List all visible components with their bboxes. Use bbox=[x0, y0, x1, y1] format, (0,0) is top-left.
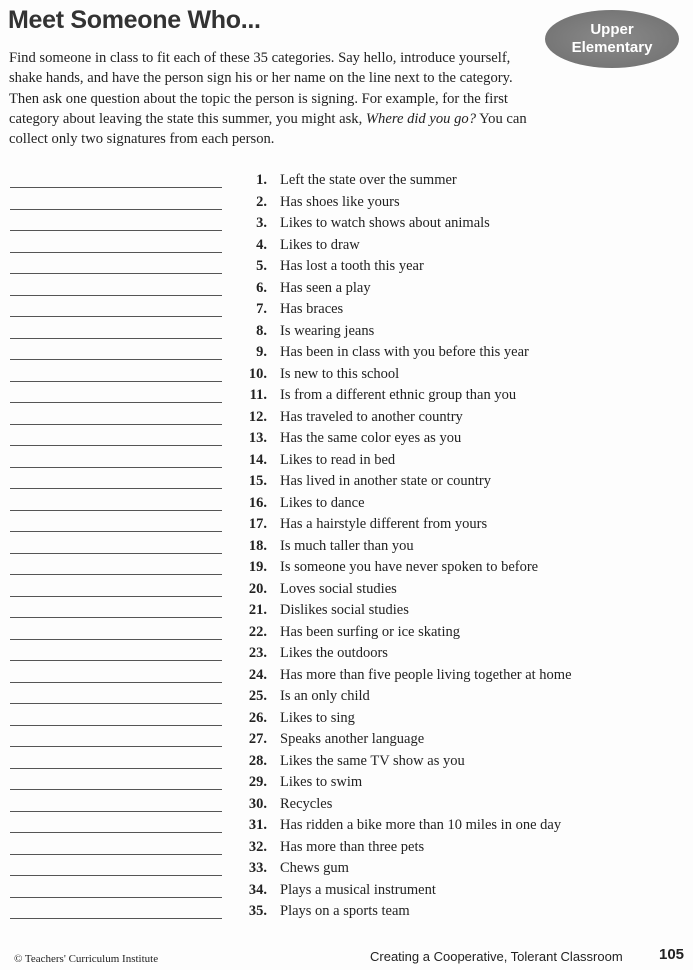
category-text: Has been in class with you before this year bbox=[280, 344, 529, 360]
signature-line[interactable] bbox=[10, 811, 222, 812]
signature-line[interactable] bbox=[10, 639, 222, 640]
category-row bbox=[0, 409, 693, 431]
category-text: Has ridden a bike more than 10 miles in one day bbox=[280, 817, 562, 833]
category-text: Likes to sing bbox=[280, 709, 355, 726]
category-row bbox=[0, 495, 693, 517]
category-text: Is from a different ethnic group than you bbox=[280, 387, 517, 403]
category-row bbox=[0, 516, 693, 538]
badge-line-2: Elementary bbox=[571, 39, 653, 56]
category-text: Has lived in another state or country bbox=[280, 473, 491, 489]
category-text: Chews gum bbox=[280, 860, 349, 876]
category-number: 35. bbox=[248, 903, 267, 919]
category-text: Recycles bbox=[280, 795, 333, 812]
signature-line[interactable] bbox=[10, 789, 222, 790]
category-number: 17. bbox=[248, 516, 267, 532]
category-row bbox=[0, 602, 693, 624]
copyright: © Teachers' Curriculum Institute bbox=[14, 953, 159, 965]
signature-line[interactable] bbox=[10, 553, 222, 554]
signature-line[interactable] bbox=[10, 402, 222, 403]
category-row bbox=[0, 581, 693, 603]
category-row bbox=[0, 860, 693, 882]
signature-line[interactable] bbox=[10, 854, 222, 855]
instructions-text: Find someone in class to fit each of these 35 categories. Say hello, introduce yourself, shake hands, and have the person sign his or her name on the line next to the category. Then ask one question about the topic the person is signing. For example, for the first category about leaving the state this summer, you might ask, bbox=[9, 50, 513, 127]
category-text: Is an only child bbox=[280, 688, 370, 704]
signature-line[interactable] bbox=[10, 918, 222, 919]
category-number: 34. bbox=[248, 881, 267, 898]
category-row bbox=[0, 237, 693, 259]
instructions-example-question: Where did you go? bbox=[365, 110, 476, 127]
category-row bbox=[0, 323, 693, 345]
category-number: 20. bbox=[248, 580, 267, 597]
category-row bbox=[0, 688, 693, 710]
category-row bbox=[0, 301, 693, 323]
category-number: 13. bbox=[248, 430, 267, 446]
category-number: 14. bbox=[248, 451, 267, 468]
category-row bbox=[0, 817, 693, 839]
category-number: 4. bbox=[256, 236, 267, 253]
category-row bbox=[0, 452, 693, 474]
category-text: Likes the same TV show as you bbox=[280, 752, 465, 769]
instructions-text-end: You can collect only two signatures from each person. bbox=[9, 110, 527, 148]
category-number: 6. bbox=[256, 279, 267, 296]
category-number: 24. bbox=[248, 666, 267, 683]
category-row bbox=[0, 387, 693, 409]
category-row bbox=[0, 366, 693, 388]
signature-line[interactable] bbox=[10, 531, 222, 532]
category-row bbox=[0, 172, 693, 194]
signature-line[interactable] bbox=[10, 316, 222, 317]
category-row bbox=[0, 194, 693, 216]
signature-line[interactable] bbox=[10, 682, 222, 683]
signature-line[interactable] bbox=[10, 338, 222, 339]
category-text: Dislikes social studies bbox=[280, 602, 409, 618]
category-row bbox=[0, 624, 693, 646]
signature-line[interactable] bbox=[10, 467, 222, 468]
signature-line[interactable] bbox=[10, 381, 222, 382]
category-text: Loves social studies bbox=[280, 580, 397, 597]
category-number: 9. bbox=[256, 344, 267, 360]
signature-line[interactable] bbox=[10, 295, 222, 296]
signature-line[interactable] bbox=[10, 252, 222, 253]
category-text: Has been surfing or ice skating bbox=[280, 623, 460, 640]
signature-line[interactable] bbox=[10, 574, 222, 575]
grade-level-badge bbox=[545, 10, 679, 68]
signature-line[interactable] bbox=[10, 703, 222, 704]
category-number: 32. bbox=[248, 838, 267, 855]
category-number: 23. bbox=[248, 645, 267, 661]
category-number: 21. bbox=[248, 602, 267, 618]
category-number: 8. bbox=[256, 322, 267, 339]
book-title: Creating a Cooperative, Tolerant Classroom bbox=[370, 949, 623, 964]
category-text: Is wearing jeans bbox=[280, 322, 375, 339]
category-row bbox=[0, 796, 693, 818]
category-text: Has seen a play bbox=[280, 279, 371, 296]
signature-line[interactable] bbox=[10, 768, 222, 769]
category-list bbox=[0, 172, 693, 925]
signature-line[interactable] bbox=[10, 209, 222, 210]
category-row bbox=[0, 839, 693, 861]
category-text: Is someone you have never spoken to before bbox=[280, 559, 539, 575]
category-number: 19. bbox=[248, 559, 267, 575]
category-number: 22. bbox=[248, 623, 267, 640]
page-number: 105 bbox=[659, 946, 685, 963]
instructions bbox=[9, 48, 534, 149]
signature-line[interactable] bbox=[10, 746, 222, 747]
category-number: 27. bbox=[248, 731, 267, 747]
category-text: Likes to read in bed bbox=[280, 451, 396, 468]
category-number: 25. bbox=[248, 688, 267, 704]
category-row bbox=[0, 882, 693, 904]
category-row bbox=[0, 710, 693, 732]
category-row bbox=[0, 344, 693, 366]
category-row bbox=[0, 903, 693, 925]
category-text: Has shoes like yours bbox=[280, 193, 400, 210]
category-row bbox=[0, 430, 693, 452]
category-row bbox=[0, 753, 693, 775]
category-number: 7. bbox=[256, 301, 267, 317]
category-row bbox=[0, 667, 693, 689]
category-text: Likes to watch shows about animals bbox=[280, 215, 490, 231]
category-number: 15. bbox=[248, 473, 267, 489]
category-number: 5. bbox=[256, 258, 267, 274]
category-number: 11. bbox=[249, 387, 267, 403]
signature-line[interactable] bbox=[10, 510, 222, 511]
signature-line[interactable] bbox=[10, 359, 222, 360]
page-title: Meet Someone Who... bbox=[8, 6, 261, 34]
badge-line-1: Upper bbox=[590, 21, 634, 38]
category-text: Has more than five people living together at home bbox=[280, 666, 572, 683]
signature-line[interactable] bbox=[10, 897, 222, 898]
category-text: Has braces bbox=[280, 301, 344, 317]
category-text: Left the state over the summer bbox=[280, 172, 457, 188]
category-number: 16. bbox=[248, 494, 267, 511]
category-row bbox=[0, 473, 693, 495]
category-text: Is much taller than you bbox=[280, 537, 414, 554]
category-number: 1. bbox=[256, 172, 267, 188]
category-row bbox=[0, 258, 693, 280]
category-number: 10. bbox=[248, 365, 267, 382]
signature-line[interactable] bbox=[10, 725, 222, 726]
category-row bbox=[0, 215, 693, 237]
category-number: 31. bbox=[248, 817, 267, 833]
category-number: 28. bbox=[248, 752, 267, 769]
category-row bbox=[0, 280, 693, 302]
category-row bbox=[0, 538, 693, 560]
category-text: Is new to this school bbox=[280, 365, 400, 382]
category-number: 18. bbox=[248, 537, 267, 554]
category-row bbox=[0, 731, 693, 753]
signature-line[interactable] bbox=[10, 488, 222, 489]
category-text: Has a hairstyle different from yours bbox=[280, 516, 488, 532]
category-row bbox=[0, 559, 693, 581]
category-text: Plays a musical instrument bbox=[280, 881, 436, 898]
category-row bbox=[0, 645, 693, 667]
category-text: Likes to dance bbox=[280, 494, 365, 511]
category-text: Has more than three pets bbox=[280, 838, 425, 855]
signature-line[interactable] bbox=[10, 832, 222, 833]
category-text: Plays on a sports team bbox=[280, 903, 410, 919]
category-text: Has the same color eyes as you bbox=[280, 430, 462, 446]
category-number: 33. bbox=[248, 860, 267, 876]
category-text: Likes to draw bbox=[280, 236, 360, 253]
category-text: Has lost a tooth this year bbox=[280, 258, 424, 274]
category-row bbox=[0, 774, 693, 796]
signature-line[interactable] bbox=[10, 424, 222, 425]
category-text: Speaks another language bbox=[280, 731, 425, 747]
category-number: 30. bbox=[248, 795, 267, 812]
signature-line[interactable] bbox=[10, 875, 222, 876]
category-number: 3. bbox=[256, 215, 267, 231]
category-text: Likes the outdoors bbox=[280, 645, 388, 661]
signature-line[interactable] bbox=[10, 660, 222, 661]
signature-line[interactable] bbox=[10, 187, 222, 188]
category-text: Has traveled to another country bbox=[280, 408, 463, 425]
category-number: 26. bbox=[248, 709, 267, 726]
signature-line[interactable] bbox=[10, 445, 222, 446]
category-number: 29. bbox=[248, 774, 267, 790]
signature-line[interactable] bbox=[10, 230, 222, 231]
category-number: 2. bbox=[256, 193, 267, 210]
category-text: Likes to swim bbox=[280, 774, 363, 790]
signature-line[interactable] bbox=[10, 596, 222, 597]
signature-line[interactable] bbox=[10, 273, 222, 274]
category-number: 12. bbox=[248, 408, 267, 425]
signature-line[interactable] bbox=[10, 617, 222, 618]
